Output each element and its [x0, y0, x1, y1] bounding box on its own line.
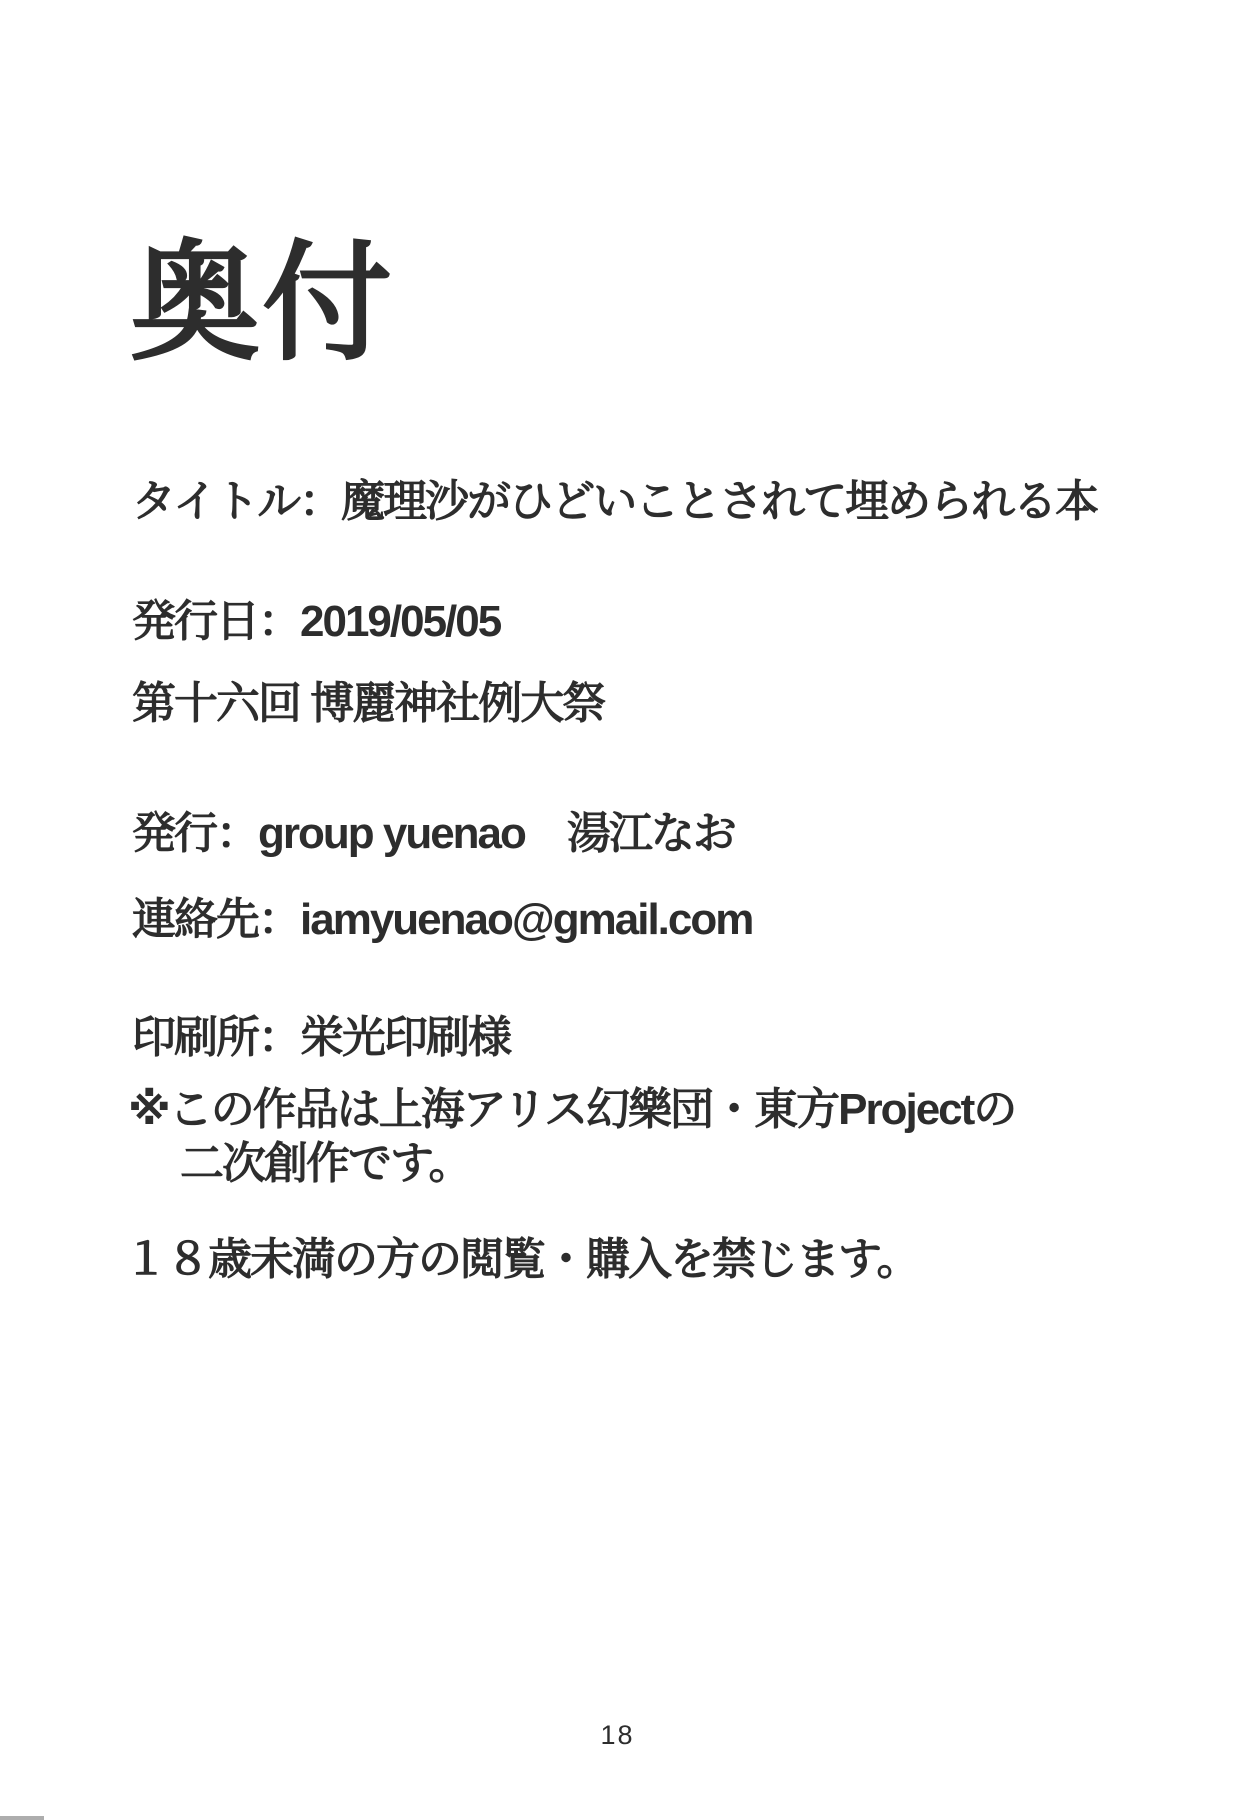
derivative-note-line1: ※この作品は上海アリス幻樂団・東方Projectの: [128, 1085, 1016, 1134]
book-title-line: タイトル：魔理沙がひどいことされて埋められる本: [132, 477, 1098, 526]
contact-email-line: 連絡先：iamyuenao@gmail.com: [132, 895, 753, 944]
scan-artifact-bottom-left: [0, 1816, 44, 1820]
colophon-heading: 奥付: [130, 230, 395, 376]
derivative-note-line2: 二次創作です。: [180, 1139, 471, 1188]
printer-line: 印刷所：栄光印刷様: [132, 1013, 510, 1062]
age-restriction-line: １８歳未満の方の閲覧・購入を禁じます。: [124, 1235, 919, 1284]
publisher-line: 発行：group yuenao 湯江なお: [132, 809, 735, 858]
event-line: 第十六回 博麗神社例大祭: [132, 679, 605, 728]
page-number: 18: [600, 1720, 635, 1750]
publish-date-line: 発行日：2019/05/05: [132, 597, 501, 646]
